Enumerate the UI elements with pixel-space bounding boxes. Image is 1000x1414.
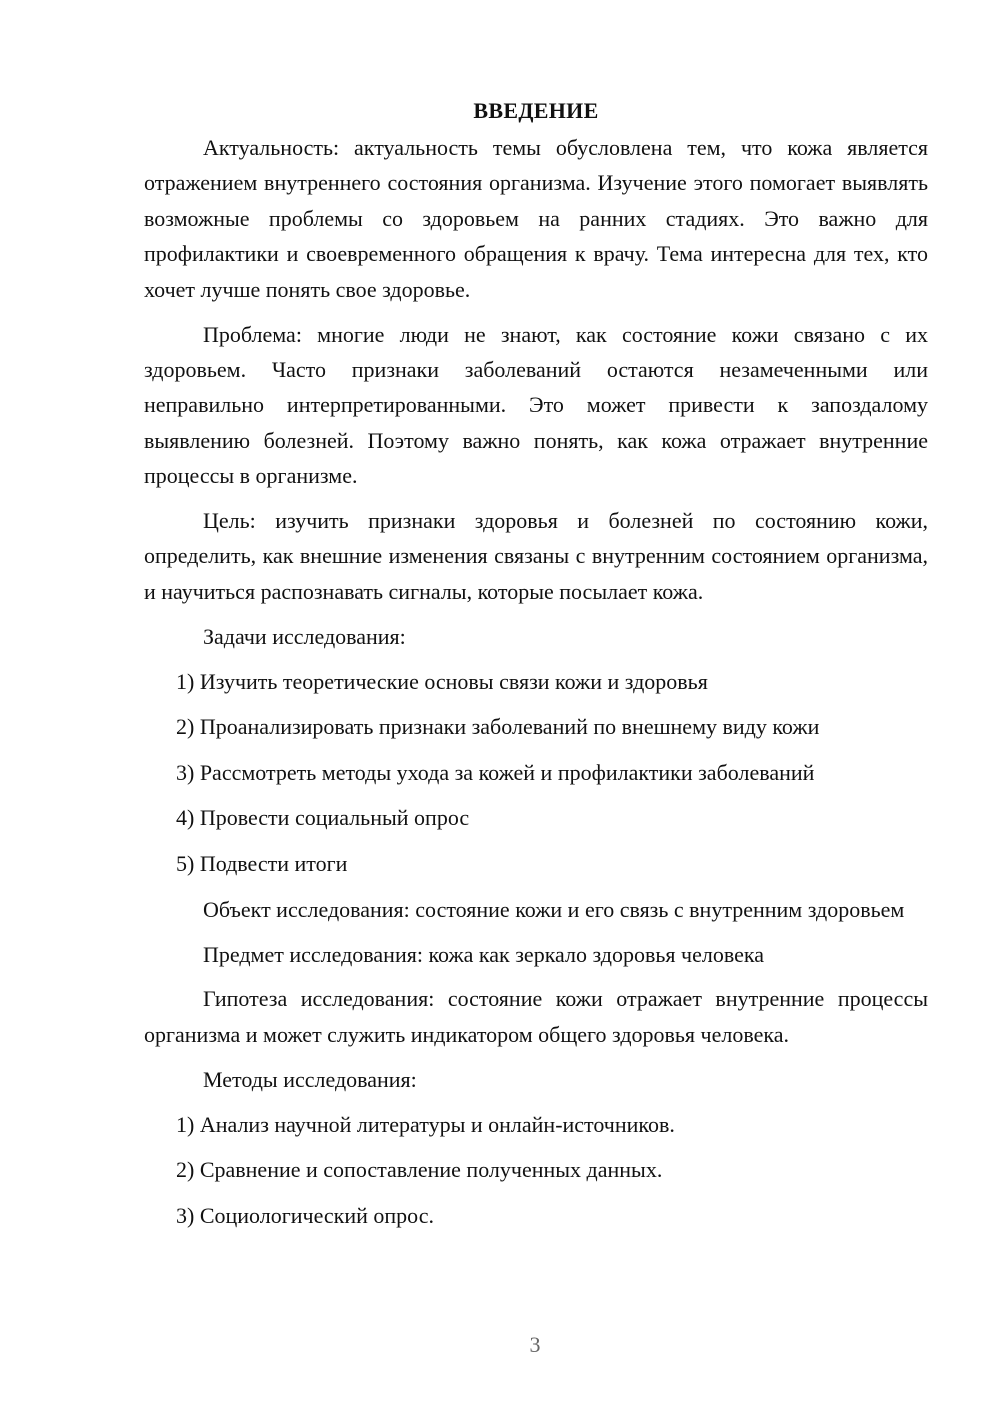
methods-list [144,1107,928,1234]
relevance-paragraph: Актуальность: актуальность темы обусловлена тем, что кожа является отражением внутреннего состояния организма. Изучение этого помогает выявлять возможные проблемы со здоровьем на ранних стадиях. Это важно для профилактики и своевременного обращения к врачу. Тема интересна для тех, кто хочет лучше понять свое здоровье. [144,135,928,302]
task-item: 1) Изучить теоретические основы связи кожи и здоровья [176,668,708,694]
method-item: 1) Анализ научной литературы и онлайн-источников. [176,1111,675,1137]
problem-paragraph: Проблема: многие люди не знают, как состояние кожи связано с их здоровьем. Часто признаки заболеваний остаются незамеченными или неправильно интерпретированными. Это может привести к запоздалому выявлению болезней. Поэтому важно понять, как кожа отражает внутренние процессы в организме. [144,321,928,489]
task-item: 4) Провести социальный опрос [176,805,470,831]
section-title: ВВЕДЕНИЕ [473,98,599,123]
hypothesis-paragraph: Гипотеза исследования: состояние кожи отражает внутренние процессы организма и может служить индикатором общего здоровья человека. [144,986,928,1047]
tasks-heading: Задачи исследования: [203,623,406,649]
task-item: 5) Подвести итоги [176,851,348,877]
goal-paragraph: Цель: изучить признаки здоровья и болезней по состоянию кожи, определить, как внешние изменения связаны с внутренним состоянием организма, и научиться распознавать сигналы, которые посылает кожа. [144,508,928,604]
methods-heading: Методы исследования: [203,1066,417,1092]
task-item: 3) Рассмотреть методы ухода за кожей и профилактики заболеваний [176,759,815,785]
method-item: 2) Сравнение и сопоставление полученных данных. [176,1157,663,1183]
task-item: 2) Проанализировать признаки заболеваний по внешнему виду кожи [176,714,820,740]
subject-paragraph: Предмет исследования: кожа как зеркало здоровья человека [203,941,764,967]
object-paragraph: Объект исследования: состояние кожи и его связь с внутренним здоровьем [203,896,905,922]
tasks-list [144,664,928,882]
page-number: 3 [529,1332,541,1357]
method-item: 3) Социологический опрос. [176,1202,434,1228]
document-body [144,96,928,1243]
